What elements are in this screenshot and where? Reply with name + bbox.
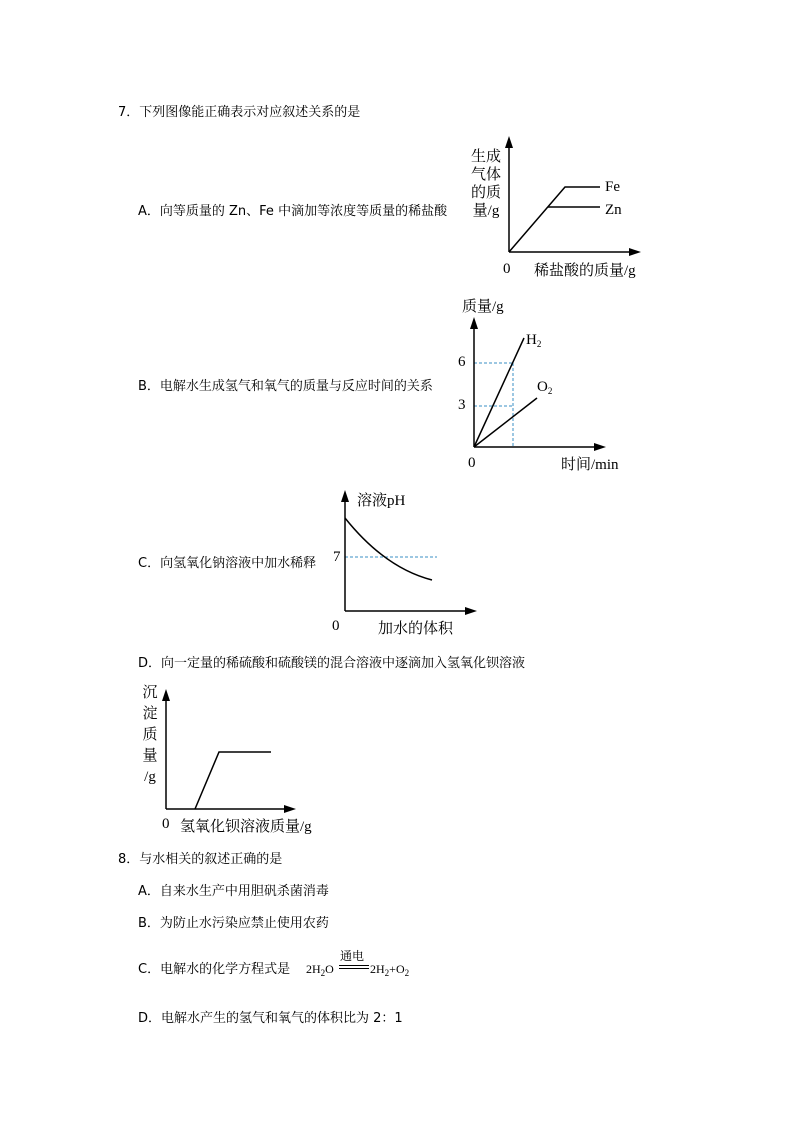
q7a-xlabel: 稀盐酸的质量/g [534,263,636,279]
q7-option-c: C．向氢氧化钠溶液中加水稀释 [138,556,317,571]
q7b-tick-3: 3 [458,397,466,413]
q7c-tick-7: 7 [333,549,341,565]
q7c-xlabel: 加水的体积 [378,621,454,637]
q8c-condition: 通电 [340,949,365,963]
q7d-origin: 0 [162,816,170,832]
q7-option-d: D．向一定量的稀硫酸和硫酸镁的混合溶液中逐滴加入氢氧化钡溶液 [138,656,526,671]
q7d-y-arrow [162,689,170,701]
q7d-x-arrow [284,805,296,813]
q8-stem: 8．与水相关的叙述正确的是 [118,852,283,867]
q7b-ylabel: 质量/g [462,299,504,315]
q8-option-d: D．电解水产生的氢气和氧气的体积比为 2：1 [138,1011,403,1026]
q7a-origin: 0 [503,261,511,277]
q8c-equation-bar-2 [339,968,369,969]
q7-stem: 7．下列图像能正确表示对应叙述关系的是 [118,105,361,120]
q7d-ylabel: 沉 淀 质 量 /g [142,685,158,785]
q7-option-b: B．电解水生成氢气和氧气的质量与反应时间的关系 [138,379,433,394]
q8c-equation-left: $2H_2O$ [306,962,334,978]
q7c-origin: 0 [332,618,340,634]
q8-option-c: C．电解水的化学方程式是 [138,962,291,977]
q7d-xlabel: 氢氧化钡溶液质量/g [180,819,312,835]
q7b-xlabel: 时间/min [561,457,619,473]
q7b-label-h2: $H_2$ [526,332,542,349]
q8c-equation-right: $2H_2+O_2$ [370,962,410,978]
q7-option-a: A．向等质量的 Zn、Fe 中滴加等浓度等质量的稀盐酸 [138,204,448,219]
q8-option-a: A．自来水生产中用胆矾杀菌消毒 [138,884,329,899]
q7a-label-fe: Fe [605,179,620,195]
q8c-equation-bar [339,965,369,966]
q7b-tick-6: 6 [458,354,466,370]
q7c-ylabel: 溶液pH [357,493,406,509]
q7a-ylabel: 生成 气体 的质 量/g [470,149,501,219]
q7a-label-zn: Zn [605,202,622,218]
q8-option-b: B．为防止水污染应禁止使用农药 [138,916,329,931]
q7d-series [195,752,271,809]
q7b-label-o2: $O_2$ [537,379,553,396]
q7b-origin: 0 [468,455,476,471]
